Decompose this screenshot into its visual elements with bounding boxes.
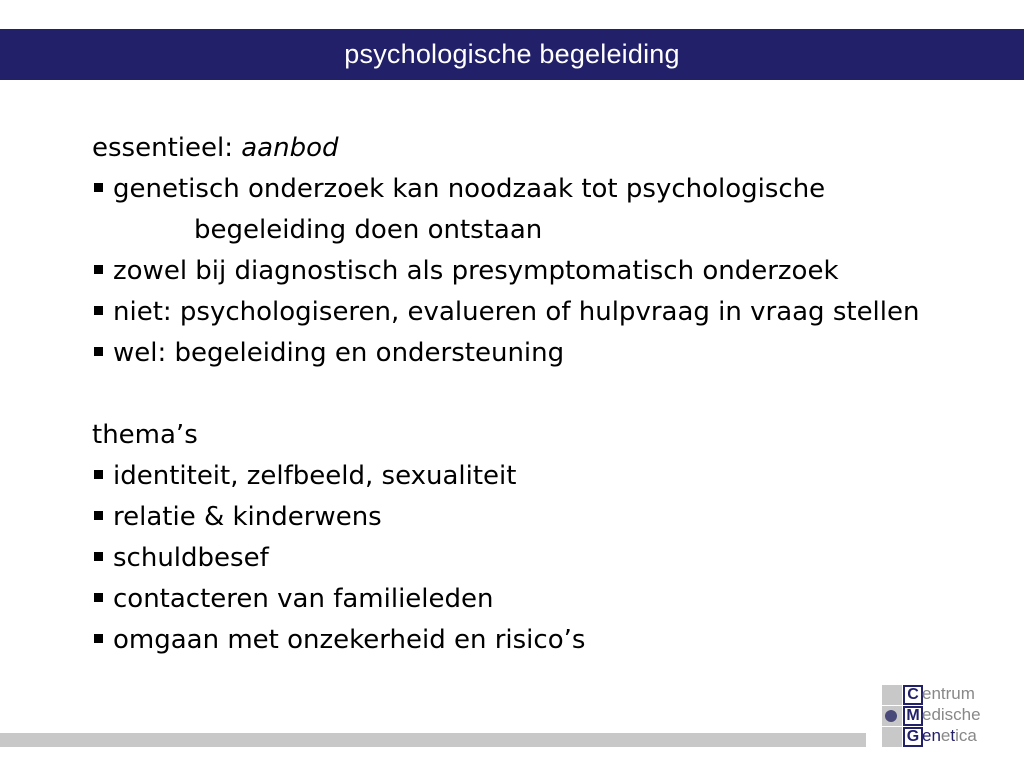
- bullet-item: [92, 251, 992, 292]
- logo-word-highlight: en: [922, 726, 941, 745]
- cmg-logo: [880, 683, 1020, 749]
- bullet-square-icon: [94, 634, 103, 643]
- bullet-item: [92, 579, 992, 620]
- logo-letter-c: C: [903, 685, 923, 705]
- logo-word-text: edische: [922, 705, 981, 724]
- logo-word-text: ica: [955, 726, 977, 745]
- bullet-square-icon: [94, 470, 103, 479]
- bullet-text: identiteit, zelfbeeld, sexualiteit: [113, 461, 517, 491]
- bullet-square-icon: [94, 183, 103, 192]
- section-heading-aanbod: [92, 128, 992, 169]
- bullet-item: [92, 538, 992, 579]
- bullet-text: schuldbesef: [113, 543, 269, 573]
- bullet-continuation: [92, 210, 992, 251]
- bullet-item: [92, 169, 992, 210]
- logo-word-text: e: [940, 726, 951, 745]
- bullet-item: [92, 497, 992, 538]
- logo-word-text: entrum: [922, 684, 975, 703]
- logo-letter-g: G: [903, 727, 923, 747]
- bullet-item: [92, 456, 992, 497]
- logo-word-highlight: t: [950, 726, 956, 745]
- logo-grey-square: [882, 727, 902, 747]
- section-heading-prefix: essentieel:: [92, 133, 242, 163]
- bullet-text: niet: psychologiseren, evalueren of hulpvraag in vraag stellen: [113, 297, 920, 327]
- logo-word-centrum: [922, 684, 975, 704]
- slide-title: psychologische begeleiding: [344, 39, 680, 69]
- section-heading-themas: [92, 415, 992, 456]
- section-heading-text: thema’s: [92, 420, 198, 450]
- slide-title-bar: [0, 29, 1024, 80]
- bullet-square-icon: [94, 593, 103, 602]
- bullet-item: [92, 292, 992, 333]
- bullet-text: omgaan met onzekerheid en risico’s: [113, 625, 586, 655]
- logo-word-genetica: [922, 726, 977, 746]
- bullet-square-icon: [94, 265, 103, 274]
- bullet-square-icon: [94, 306, 103, 315]
- footer-bar: [0, 733, 866, 747]
- bullet-item: [92, 620, 992, 661]
- logo-word-medische: [922, 705, 981, 725]
- bullet-text: wel: begeleiding en ondersteuning: [113, 338, 565, 368]
- logo-letter-m: M: [903, 706, 923, 726]
- bullet-text: zowel bij diagnostisch als presymptomatisch onderzoek: [113, 256, 839, 286]
- bullet-text: genetisch onderzoek kan noodzaak tot psychologische: [113, 174, 826, 204]
- bullet-square-icon: [94, 511, 103, 520]
- bullet-square-icon: [94, 552, 103, 561]
- slide-content: [92, 128, 992, 661]
- logo-dot-icon: [885, 710, 897, 722]
- logo-grey-square: [882, 685, 902, 705]
- bullet-text: relatie & kinderwens: [113, 502, 382, 532]
- bullet-text: contacteren van familieleden: [113, 584, 494, 614]
- bullet-item: [92, 333, 992, 374]
- bullet-continuation-text: begeleiding doen ontstaan: [194, 215, 543, 245]
- section-spacer: [92, 374, 992, 415]
- section-heading-emphasis: aanbod: [241, 133, 339, 163]
- bullet-square-icon: [94, 347, 103, 356]
